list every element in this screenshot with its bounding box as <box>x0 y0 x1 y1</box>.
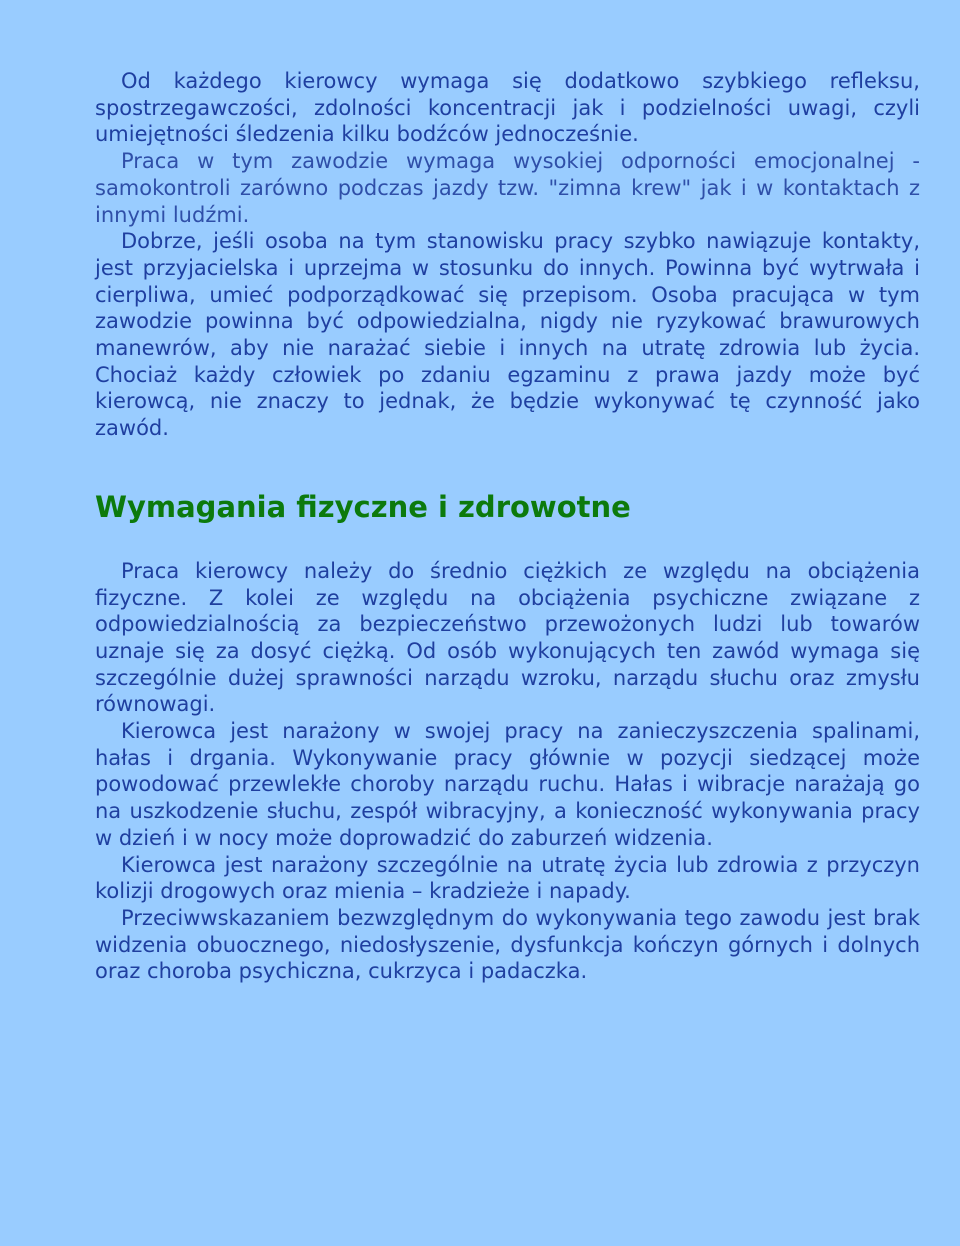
paragraph-emotional-resilience: Praca w tym zawodzie wymaga wysokiej odporności emocjonalnej - samokontroli zarówno podczas jazdy tzw. "zimna krew" jak i w kontaktach z innymi ludźmi. <box>95 149 920 227</box>
intro-section <box>95 68 920 442</box>
section-heading: Wymagania fizyczne i zdrowotne <box>95 489 631 524</box>
physical-requirements-section <box>95 558 920 985</box>
paragraph-personality: Dobrze, jeśli osoba na tym stanowisku pracy szybko nawiązuje kontakty, jest przyjacielska i uprzejma w stosunku do innych. Powinna być wytrwała i cierpliwa, umieć podporządkować się przepisom. Osoba pracująca w tym zawodzie powinna być odpowiedzialna, nigdy nie ryzykować brawurowych manewrów, aby nie narażać siebie i innych na utratę zdrowia lub życia. Chociaż każdy człowiek po zdaniu egzaminu z prawa jazdy może być kierowcą, nie znaczy to jednak, że będzie wykonywać tę czynność jako zawód. <box>95 229 920 441</box>
paragraph-physical-load: Praca kierowcy należy do średnio ciężkich ze względu na obciążenia fizyczne. Z kolei ze względu na obciążenia psychiczne związane z odpowiedzialnością za bezpieczeństwo przewożonych ludzi lub towarów uznaje się za dosyć ciężką. Od osób wykonujących ten zawód wymaga się szczególnie dużej sprawności narządu wzroku, narządu słuchu oraz zmysłu równowagi. <box>95 558 920 717</box>
section-spacer <box>95 442 920 490</box>
document-page <box>95 68 920 985</box>
paragraph-risks: Kierowca jest narażony szczególnie na utratę życia lub zdrowia z przyczyn kolizji drogowych oraz mienia – kradzieże i napady. <box>95 852 920 904</box>
paragraph-hazards: Kierowca jest narażony w swojej pracy na zanieczyszczenia spalinami, hałas i drgania. Wykonywanie pracy głównie w pozycji siedzącej może powodować przewlekłe choroby narządu ruchu. Hałas i wibracje narażają go na uszkodzenie słuchu, zespół wibracyjny, a konieczność wykonywania pracy w dzień i w nocy może doprowadzić do zaburzeń widzenia. <box>95 719 920 850</box>
heading-spacer <box>95 524 920 558</box>
paragraph-reflexes: Od każdego kierowcy wymaga się dodatkowo szybkiego refleksu, spostrzegawczości, zdolności koncentracji jak i podzielności uwagi, czyli umiejętności śledzenia kilku bodźców jednocześnie. <box>95 69 920 147</box>
paragraph-contraindications: Przeciwwskazaniem bezwzględnym do wykonywania tego zawodu jest brak widzenia obuocznego, niedosłyszenie, dysfunkcja kończyn górnych i dolnych oraz choroba psychiczna, cukrzyca i padaczka. <box>95 905 920 984</box>
